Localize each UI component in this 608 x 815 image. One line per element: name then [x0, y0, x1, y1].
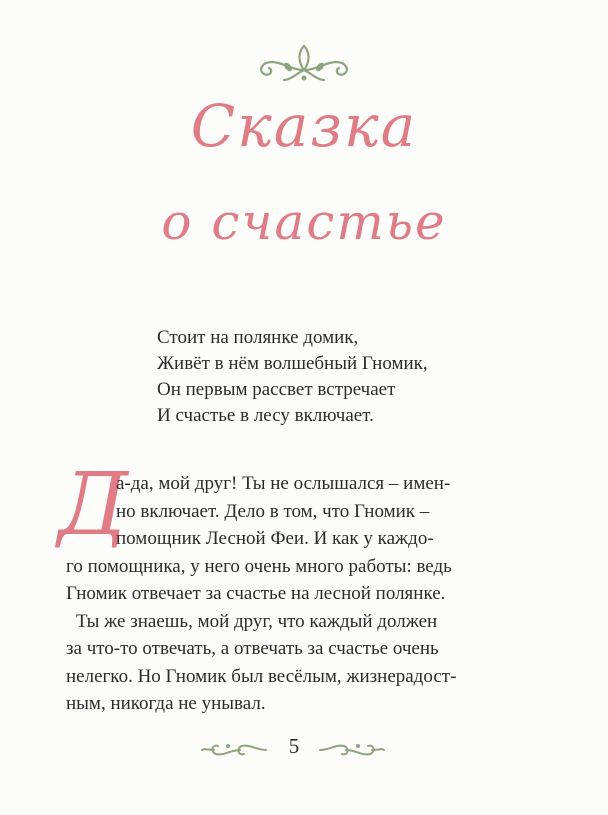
page-number: 5	[288, 734, 300, 758]
prose-line: а-да, мой друг! Ты не ослышался – имен-	[116, 473, 451, 494]
title-line-1: Сказка	[190, 92, 418, 160]
prose-line: Гномик отвечает за счастье на лесной полянке.	[66, 583, 446, 604]
prose-line: за что-то отвечать, а отвечать за счастье очень	[66, 638, 439, 659]
poem-line: Живёт в нём волшебный Гномик,	[157, 353, 428, 374]
prose-line: нелегко. Но Гномик был весёлым, жизнерадост-	[66, 665, 457, 687]
poem-line: Он первым рассвет встречает	[157, 379, 396, 400]
floral-ornament-icon	[252, 40, 356, 84]
prose-line: Ты же знаешь, мой друг, что каждый должен	[76, 610, 438, 632]
flourish-right-icon	[318, 740, 386, 760]
prose-line: го помощника, у него очень много работы: ведь	[66, 555, 452, 577]
prose-line: но включает. Дело в том, что Гномик –	[116, 500, 430, 522]
prose-text	[66, 470, 554, 718]
poem-line: Стоит на полянке домик,	[157, 327, 359, 348]
prose-line: ным, никогда не унывал.	[66, 693, 266, 714]
poem-stanza	[157, 325, 517, 429]
prose-line: помощник Лесной Феи. И как у каждо-	[116, 528, 434, 549]
page-footer	[0, 730, 608, 770]
drop-cap: Д	[58, 455, 128, 555]
poem-line: И счастье в лесу включает.	[157, 405, 374, 426]
title-line-2: о счастье	[161, 193, 447, 251]
flourish-left-icon	[200, 740, 268, 760]
